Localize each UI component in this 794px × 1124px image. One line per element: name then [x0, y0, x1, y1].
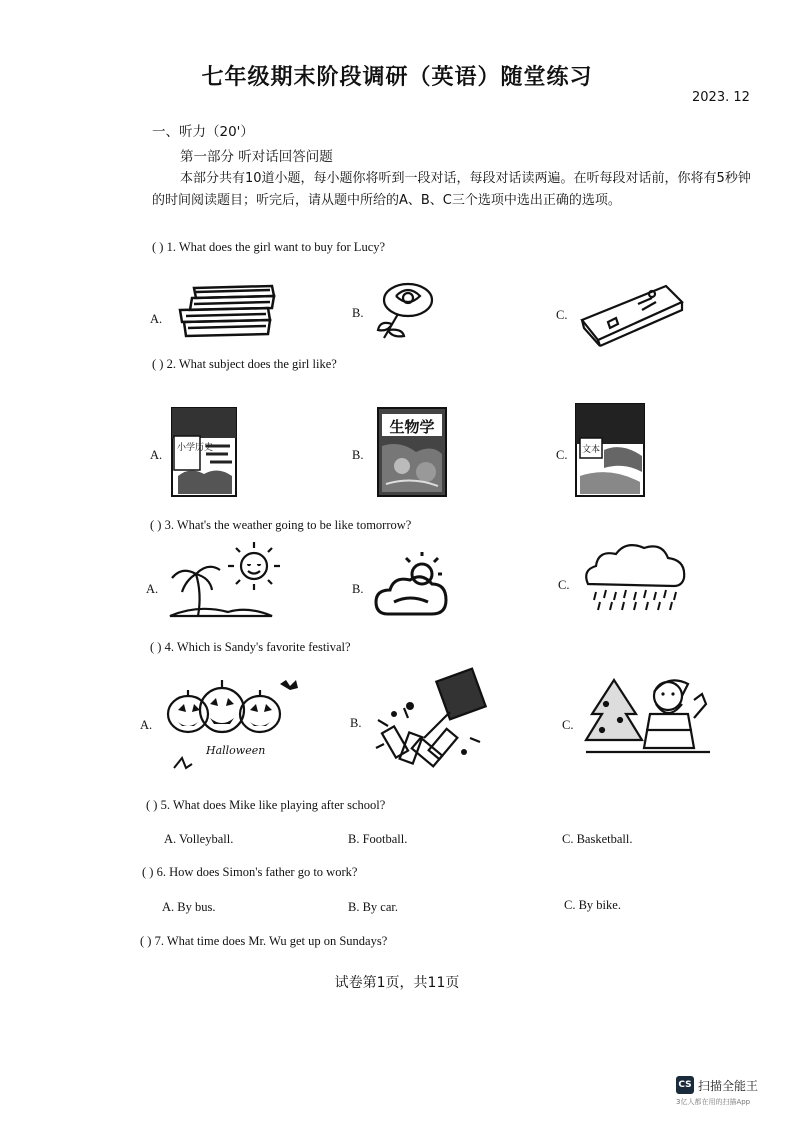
- scanner-logo-icon: CS: [676, 1076, 694, 1094]
- biology-book-icon: [376, 406, 448, 502]
- q3-option-b-letter: B.: [352, 582, 364, 596]
- q6-option-c: C. By bike.: [564, 898, 621, 912]
- q2-option-c-letter: C.: [556, 448, 568, 462]
- q1-option-a-letter: A.: [150, 312, 163, 326]
- question-1: ( ) 1. What does the girl want to buy for Lucy?: [152, 240, 386, 254]
- part-heading: 第一部分 听对话回答问题: [180, 149, 333, 165]
- rainy-icon: [582, 540, 688, 616]
- pencil-box-icon: [578, 280, 686, 350]
- scanner-app-name: 扫描全能王: [698, 1078, 759, 1093]
- q3-option-a-letter: A.: [146, 582, 159, 596]
- history-book-cover: 小学历史: [177, 443, 214, 453]
- page-number: 试卷第1页，共11页: [334, 975, 460, 991]
- question-5: ( ) 5. What does Mike like playing after school?: [146, 798, 386, 812]
- question-6: ( ) 6. How does Simon's father go to work?: [142, 865, 358, 879]
- halloween-icon: [160, 672, 300, 780]
- q5-option-b: B. Football.: [348, 832, 408, 846]
- section-heading: 一、听力（20'）: [152, 124, 254, 140]
- scanner-watermark: [676, 1076, 758, 1094]
- q2-option-b-letter: B.: [352, 448, 364, 462]
- q4-option-b-letter: B.: [350, 716, 362, 730]
- q6-option-b: B. By car.: [348, 900, 398, 914]
- page-title: 七年级期末阶段调研（英语）随堂练习: [201, 65, 593, 90]
- q5-option-a: A. Volleyball.: [164, 832, 234, 846]
- q4-option-a-letter: A.: [140, 718, 153, 732]
- firecracker-icon: [374, 668, 498, 778]
- cloudy-icon: [372, 556, 452, 624]
- exam-date: 2023. 12: [692, 90, 750, 105]
- biology-book-cover: 生物学: [389, 418, 435, 436]
- q5-option-c: C. Basketball.: [562, 832, 633, 846]
- chinese-book-cover: 文本: [581, 445, 601, 455]
- question-7: ( ) 7. What time does Mr. Wu get up on Sundays?: [140, 934, 388, 948]
- question-2: ( ) 2. What subject does the girl like?: [152, 357, 337, 371]
- halloween-caption: Halloween: [206, 744, 266, 757]
- chinese-book-icon: [574, 402, 646, 502]
- q1-option-b-letter: B.: [352, 306, 364, 320]
- books-icon: [174, 282, 278, 344]
- q4-option-c-letter: C.: [562, 718, 574, 732]
- question-4: ( ) 4. Which is Sandy's favorite festival?: [150, 640, 351, 654]
- question-3: ( ) 3. What's the weather going to be like tomorrow?: [150, 518, 412, 532]
- q6-option-a: A. By bus.: [162, 900, 216, 914]
- christmas-icon: [584, 674, 712, 762]
- section-instructions: 本部分共有10道小题，每小题你将听到一段对话，每段对话读两遍。在听每段对话前，你将有5秒钟的时间阅读题目；听完后，请从题中所给的A、B、C三个选项中选出正确的选项。: [152, 171, 751, 208]
- sunny-beach-icon: [168, 546, 318, 626]
- scanner-tagline: 3亿人都在用的扫描App: [676, 1098, 751, 1106]
- q3-option-c-letter: C.: [558, 578, 570, 592]
- history-book-icon: [170, 406, 238, 502]
- q1-option-c-letter: C.: [556, 308, 568, 322]
- flower-icon: [374, 280, 450, 346]
- q2-option-a-letter: A.: [150, 448, 163, 462]
